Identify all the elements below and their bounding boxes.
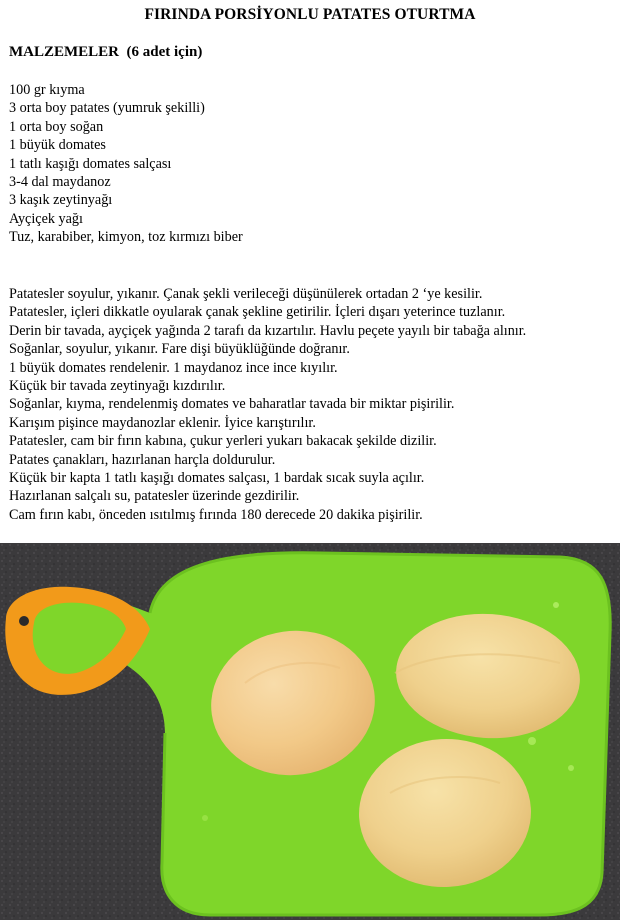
step-item: Patatesler, cam bir fırın kabına, çukur yerleri yukarı bakacak şekilde dizilir.: [9, 433, 437, 450]
step-item: Soğanlar, soyulur, yıkanır. Fare dişi büyüklüğünde doğranır.: [9, 341, 350, 358]
steps-list: [9, 285, 526, 524]
ingredient-item: 1 orta boy soğan: [9, 118, 104, 135]
step-item: Hazırlanan salçalı su, patatesler üzerinde gezdirilir.: [9, 488, 300, 505]
step-item: Derin bir tavada, ayçiçek yağında 2 tarafı da kızartılır. Havlu peçete yayılı bir tabağa alınır.: [9, 322, 527, 339]
ingredients-heading: MALZEMELER (6 adet için): [9, 44, 203, 60]
ingredients-list: [9, 81, 243, 247]
ingredient-item: 1 tatlı kaşığı domates salçası: [9, 155, 172, 172]
ingredient-item: 3 kaşık zeytinyağı: [9, 192, 113, 209]
peeled-potatoes-photo: [0, 543, 620, 920]
ingredient-item: 100 gr kıyma: [9, 82, 85, 98]
ingredient-item: Tuz, karabiber, kimyon, toz kırmızı biber: [9, 229, 243, 246]
step-item: Cam fırın kabı, önceden ısıtılmış fırında 180 derecede 20 dakika pişirilir.: [9, 506, 423, 523]
step-item: Patatesler, içleri dikkatle oyularak çanak şekline getirilir. İçleri dışarı yeterince tuzlanır.: [9, 304, 506, 321]
ingredient-item: 3 orta boy patates (yumruk şekilli): [9, 100, 205, 117]
ingredient-item: Ayçiçek yağı: [9, 210, 83, 227]
step-item: Soğanlar, kıyma, rendelenmiş domates ve baharatlar tavada bir miktar pişirilir.: [9, 396, 455, 413]
step-item: 1 büyük domates rendelenir. 1 maydanoz ince ince kıyılır.: [9, 359, 338, 376]
ingredient-item: 1 büyük domates: [9, 137, 106, 154]
step-item: Küçük bir tavada zeytinyağı kızdırılır.: [9, 377, 226, 394]
step-item: Patatesler soyulur, yıkanır. Çanak şekli verileceği düşünülerek ortadan 2 ‘ye kesilir.: [9, 286, 483, 302]
step-item: Patates çanakları, hazırlanan harçla doldurulur.: [9, 451, 276, 468]
step-item: Küçük bir kapta 1 tatlı kaşığı domates salçası, 1 bardak sıcak suyla açılır.: [9, 469, 425, 486]
ingredient-item: 3-4 dal maydanoz: [9, 173, 111, 190]
recipe-title: FIRINDA PORSİYONLU PATATES OTURTMA: [144, 6, 476, 23]
step-item: Karışım pişince maydanozlar eklenir. İyice karıştırılır.: [9, 414, 316, 431]
